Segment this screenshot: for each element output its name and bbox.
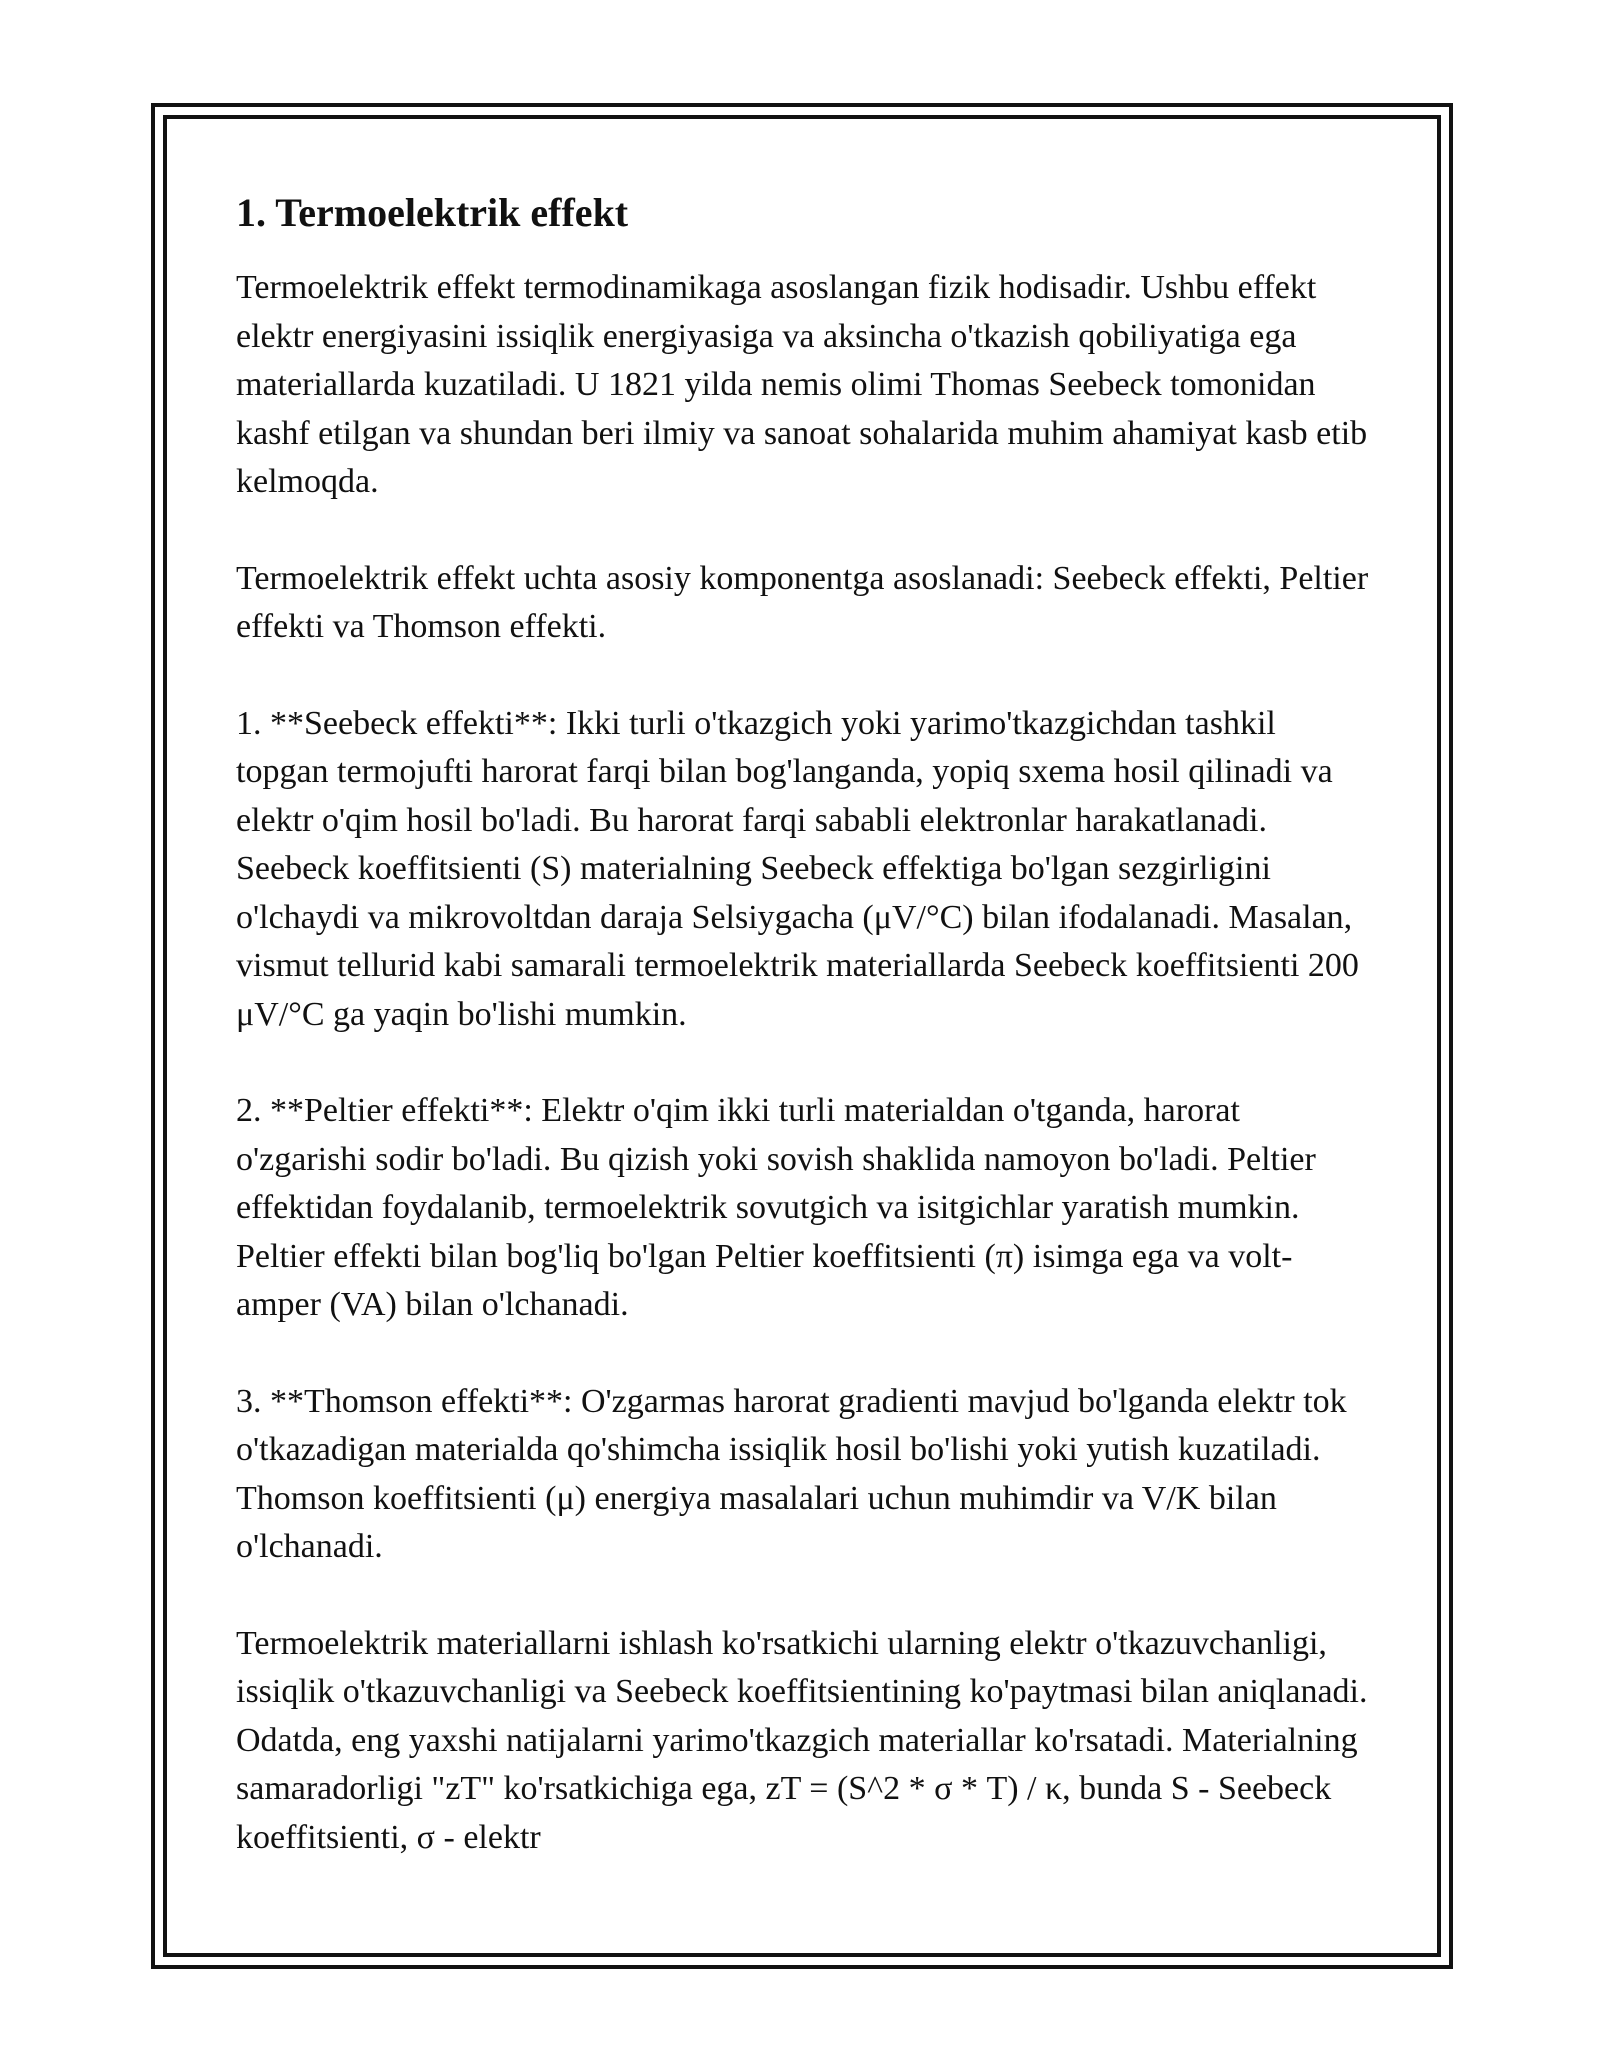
document-body [236, 190, 1376, 1910]
section-heading: 1. Termoelektrik effekt [236, 190, 629, 235]
paragraph-thomson: 3. **Thomson effekti**: O'zgarmas harorat gradienti mavjud bo'lganda elektr tok o'tkazadigan materialda qo'shimcha issiqlik hosil bo'lishi yoki yutish kuzatiladi. Thomson koeffitsienti (μ) energiya masalalari uchun muhimdir va V/K bilan o'lchanadi. [236, 1382, 1347, 1565]
paragraph-components: Termoelektrik effekt uchta asosiy komponentga asoslanadi: Seebeck effekti, Peltier effekti va Thomson effekti. [236, 559, 1369, 645]
paragraph-intro: Termoelektrik effekt termodinamikaga asoslangan fizik hodisadir. Ushbu effekt elektr energiyasini issiqlik energiyasiga va aksincha o'tkazish qobiliyatiga ega materiallarda kuzatiladi. U 1821 yilda nemis olimi Thomas Seebeck tomonidan kashf etilgan va shundan beri ilmiy va sanoat sohalarida muhim ahamiyat kasb etib kelmoqda. [236, 269, 1368, 500]
paragraph-performance: Termoelektrik materiallarni ishlash ko'rsatkichi ularning elektr o'tkazuvchanligi, issiqlik o'tkazuvchanligi va Seebeck koeffitsientining ko'paytmasi bilan aniqlanadi. Odatda, eng yaxshi natijalarni yarimo'tkazgich materiallar ko'rsatadi. Materialning samaradorligi "zT" ko'rsatkichiga ega, zT = (S^2 * σ * T) / κ, bunda S - Seebeck koeffitsienti, σ - elektr [236, 1624, 1368, 1856]
paragraph-seebeck: 1. **Seebeck effekti**: Ikki turli o'tkazgich yoki yarimo'tkazgichdan tashkil topgan termojufti harorat farqi bilan bog'langanda, yopiq sxema hosil qilinadi va elektr o'qim hosil bo'ladi. Bu harorat farqi sababli elektronlar harakatlanadi. Seebeck koeffitsienti (S) materialning Seebeck effektiga bo'lgan sezgirligini o'lchaydi va mikrovoltdan daraja Selsiygacha (μV/°C) bilan ifodalanadi. Masalan, vismut tellurid kabi samarali termoelektrik materiallarda Seebeck koeffitsienti 200 μV/°C ga yaqin bo'lishi mumkin. [236, 704, 1359, 1033]
paragraph-peltier: 2. **Peltier effekti**: Elektr o'qim ikki turli materialdan o'tganda, harorat o'zgarishi sodir bo'ladi. Bu qizish yoki sovish shaklida namoyon bo'ladi. Peltier effektidan foydalanib, termoelektrik sovutgich va isitgichlar yaratish mumkin. Peltier effekti bilan bog'liq bo'lgan Peltier koeffitsienti (π) isimga ega va volt-amper (VA) bilan o'lchanadi. [236, 1092, 1316, 1323]
